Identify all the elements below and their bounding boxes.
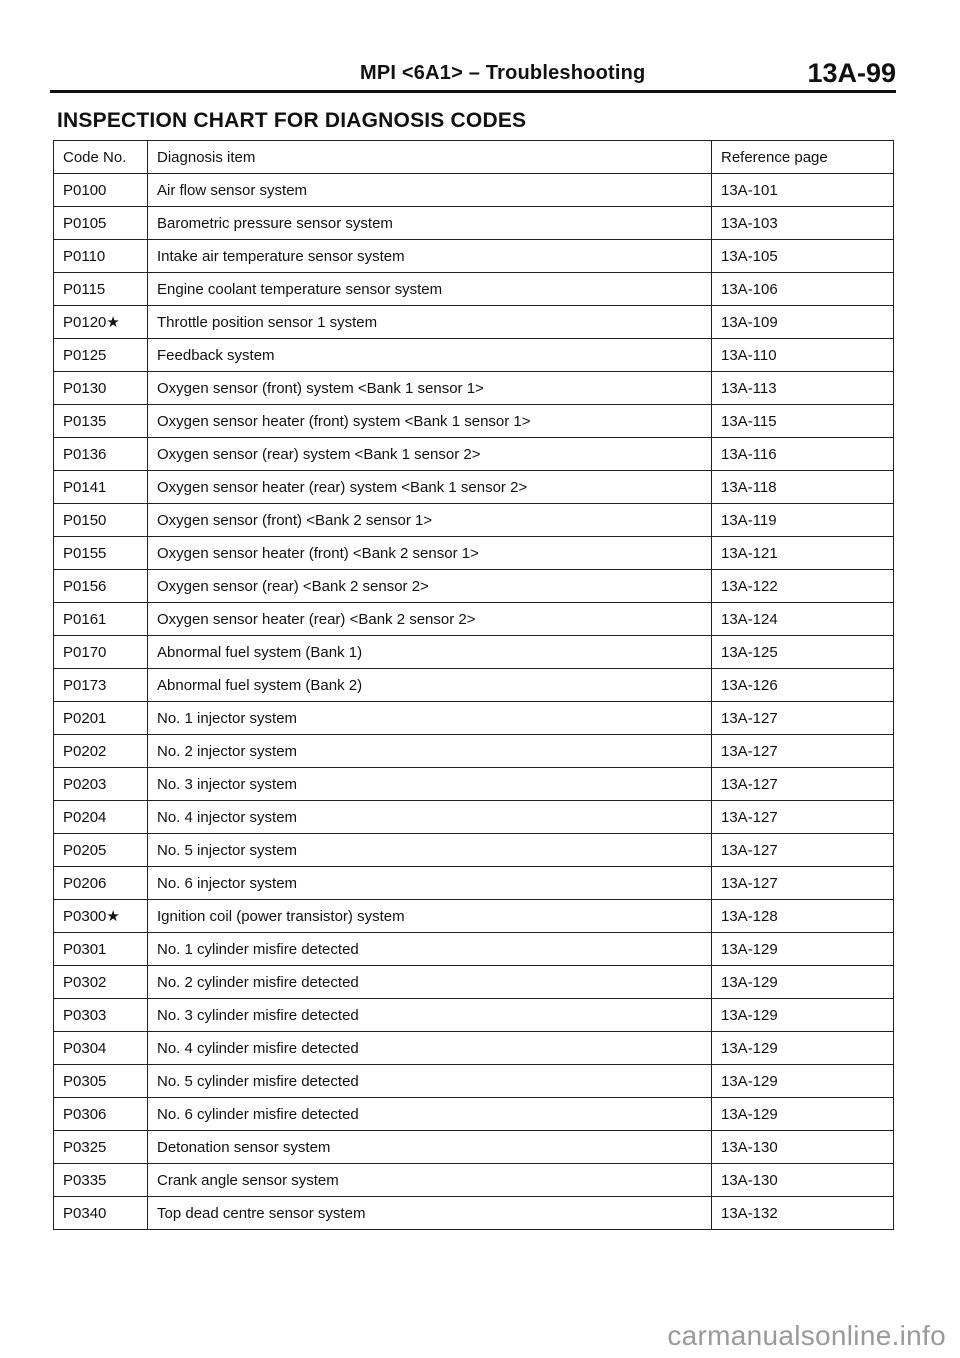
header-reference-page: Reference page: [712, 141, 894, 174]
page-number: 13A-99: [807, 58, 896, 88]
reference-page-cell: 13A-127: [712, 801, 894, 834]
code-cell: P0115: [54, 273, 148, 306]
diagnosis-item-cell: Oxygen sensor (rear) system <Bank 1 sensor 2>: [148, 438, 712, 471]
code-cell: P0306: [54, 1098, 148, 1131]
code-cell: P0170: [54, 636, 148, 669]
diagnosis-code-table: [53, 140, 894, 1230]
table-row: [54, 471, 894, 504]
table-row: [54, 306, 894, 339]
reference-page-cell: 13A-109: [712, 306, 894, 339]
table-row: [54, 768, 894, 801]
diagnosis-item-cell: No. 2 injector system: [148, 735, 712, 768]
code-cell: P0300★: [54, 900, 148, 933]
diagnosis-item-cell: No. 3 injector system: [148, 768, 712, 801]
reference-page-cell: 13A-125: [712, 636, 894, 669]
header-diagnosis-item: Diagnosis item: [148, 141, 712, 174]
table-row: [54, 174, 894, 207]
watermark: carmanualsonline.info: [667, 1320, 946, 1351]
table-row: [54, 933, 894, 966]
table-row: [54, 1131, 894, 1164]
code-cell: P0110: [54, 240, 148, 273]
code-cell: P0136: [54, 438, 148, 471]
code-cell: P0203: [54, 768, 148, 801]
code-cell: P0105: [54, 207, 148, 240]
code-cell: P0305: [54, 1065, 148, 1098]
code-cell: P0161: [54, 603, 148, 636]
diagnosis-item-cell: No. 1 cylinder misfire detected: [148, 933, 712, 966]
reference-page-cell: 13A-126: [712, 669, 894, 702]
reference-page-cell: 13A-127: [712, 834, 894, 867]
code-cell: P0204: [54, 801, 148, 834]
diagnosis-item-cell: Air flow sensor system: [148, 174, 712, 207]
reference-page-cell: 13A-106: [712, 273, 894, 306]
table-row: [54, 537, 894, 570]
diagnosis-item-cell: Oxygen sensor heater (front) system <Bank 1 sensor 1>: [148, 405, 712, 438]
reference-page-cell: 13A-101: [712, 174, 894, 207]
table-row: [54, 834, 894, 867]
table-body: [54, 174, 894, 1230]
reference-page-cell: 13A-130: [712, 1131, 894, 1164]
table-row: [54, 1197, 894, 1230]
diagnosis-item-cell: No. 5 injector system: [148, 834, 712, 867]
reference-page-cell: 13A-129: [712, 1065, 894, 1098]
code-cell: P0120★: [54, 306, 148, 339]
diagnosis-item-cell: Oxygen sensor heater (rear) system <Bank 1 sensor 2>: [148, 471, 712, 504]
table-row: [54, 867, 894, 900]
code-cell: P0141: [54, 471, 148, 504]
table-row: [54, 1065, 894, 1098]
diagnosis-item-cell: Engine coolant temperature sensor system: [148, 273, 712, 306]
table-row: [54, 801, 894, 834]
code-cell: P0202: [54, 735, 148, 768]
code-cell: P0155: [54, 537, 148, 570]
reference-page-cell: 13A-124: [712, 603, 894, 636]
diagnosis-item-cell: Oxygen sensor (rear) <Bank 2 sensor 2>: [148, 570, 712, 603]
reference-page-cell: 13A-110: [712, 339, 894, 372]
diagnosis-item-cell: No. 1 injector system: [148, 702, 712, 735]
reference-page-cell: 13A-132: [712, 1197, 894, 1230]
table-row: [54, 438, 894, 471]
table-row: [54, 603, 894, 636]
table-row: [54, 504, 894, 537]
page-header: [50, 58, 896, 93]
reference-page-cell: 13A-113: [712, 372, 894, 405]
code-cell: P0156: [54, 570, 148, 603]
diagnosis-item-cell: Throttle position sensor 1 system: [148, 306, 712, 339]
diagnosis-item-cell: Top dead centre sensor system: [148, 1197, 712, 1230]
reference-page-cell: 13A-130: [712, 1164, 894, 1197]
table-row: [54, 1098, 894, 1131]
reference-page-cell: 13A-129: [712, 1098, 894, 1131]
reference-page-cell: 13A-129: [712, 1032, 894, 1065]
code-cell: P0304: [54, 1032, 148, 1065]
table-row: [54, 735, 894, 768]
code-cell: P0206: [54, 867, 148, 900]
diagnosis-item-cell: No. 6 injector system: [148, 867, 712, 900]
table-row: [54, 1032, 894, 1065]
table-row: [54, 999, 894, 1032]
table-row: [54, 339, 894, 372]
code-cell: P0301: [54, 933, 148, 966]
diagnosis-item-cell: No. 4 injector system: [148, 801, 712, 834]
reference-page-cell: 13A-116: [712, 438, 894, 471]
diagnosis-item-cell: Oxygen sensor (front) <Bank 2 sensor 1>: [148, 504, 712, 537]
table-row: [54, 405, 894, 438]
document-title: INSPECTION CHART FOR DIAGNOSIS CODES: [57, 109, 527, 132]
code-cell: P0100: [54, 174, 148, 207]
table-row: [54, 669, 894, 702]
code-cell: P0150: [54, 504, 148, 537]
code-cell: P0340: [54, 1197, 148, 1230]
diagnosis-item-cell: Abnormal fuel system (Bank 2): [148, 669, 712, 702]
diagnosis-item-cell: Abnormal fuel system (Bank 1): [148, 636, 712, 669]
reference-page-cell: 13A-127: [712, 768, 894, 801]
table-row: [54, 702, 894, 735]
diagnosis-item-cell: Barometric pressure sensor system: [148, 207, 712, 240]
code-cell: P0201: [54, 702, 148, 735]
reference-page-cell: 13A-129: [712, 999, 894, 1032]
reference-page-cell: 13A-119: [712, 504, 894, 537]
header-code-no: Code No.: [54, 141, 148, 174]
diagnosis-item-cell: Crank angle sensor system: [148, 1164, 712, 1197]
code-cell: P0325: [54, 1131, 148, 1164]
diagnosis-item-cell: No. 2 cylinder misfire detected: [148, 966, 712, 999]
table-row: [54, 273, 894, 306]
reference-page-cell: 13A-115: [712, 405, 894, 438]
diagnosis-item-cell: Oxygen sensor (front) system <Bank 1 sensor 1>: [148, 372, 712, 405]
diagnosis-item-cell: No. 4 cylinder misfire detected: [148, 1032, 712, 1065]
reference-page-cell: 13A-129: [712, 933, 894, 966]
reference-page-cell: 13A-129: [712, 966, 894, 999]
table-row: [54, 207, 894, 240]
table-row: [54, 1164, 894, 1197]
code-cell: P0125: [54, 339, 148, 372]
diagnosis-item-cell: Detonation sensor system: [148, 1131, 712, 1164]
table-row: [54, 900, 894, 933]
code-cell: P0302: [54, 966, 148, 999]
table-row: [54, 966, 894, 999]
diagnosis-item-cell: No. 6 cylinder misfire detected: [148, 1098, 712, 1131]
table-row: [54, 372, 894, 405]
diagnosis-item-cell: Feedback system: [148, 339, 712, 372]
diagnosis-item-cell: No. 5 cylinder misfire detected: [148, 1065, 712, 1098]
reference-page-cell: 13A-122: [712, 570, 894, 603]
reference-page-cell: 13A-127: [712, 867, 894, 900]
reference-page-cell: 13A-128: [712, 900, 894, 933]
table-row: [54, 240, 894, 273]
table-row: [54, 636, 894, 669]
reference-page-cell: 13A-103: [712, 207, 894, 240]
table-header-row: [54, 141, 894, 174]
code-cell: P0303: [54, 999, 148, 1032]
reference-page-cell: 13A-127: [712, 702, 894, 735]
code-cell: P0173: [54, 669, 148, 702]
diagnosis-item-cell: Oxygen sensor heater (rear) <Bank 2 sensor 2>: [148, 603, 712, 636]
code-cell: P0135: [54, 405, 148, 438]
reference-page-cell: 13A-105: [712, 240, 894, 273]
reference-page-cell: 13A-121: [712, 537, 894, 570]
code-cell: P0205: [54, 834, 148, 867]
header-title: MPI <6A1> – Troubleshooting: [360, 62, 646, 84]
table-row: [54, 570, 894, 603]
code-cell: P0335: [54, 1164, 148, 1197]
reference-page-cell: 13A-127: [712, 735, 894, 768]
diagnosis-item-cell: Oxygen sensor heater (front) <Bank 2 sensor 1>: [148, 537, 712, 570]
diagnosis-item-cell: Intake air temperature sensor system: [148, 240, 712, 273]
code-cell: P0130: [54, 372, 148, 405]
diagnosis-item-cell: No. 3 cylinder misfire detected: [148, 999, 712, 1032]
reference-page-cell: 13A-118: [712, 471, 894, 504]
diagnosis-item-cell: Ignition coil (power transistor) system: [148, 900, 712, 933]
